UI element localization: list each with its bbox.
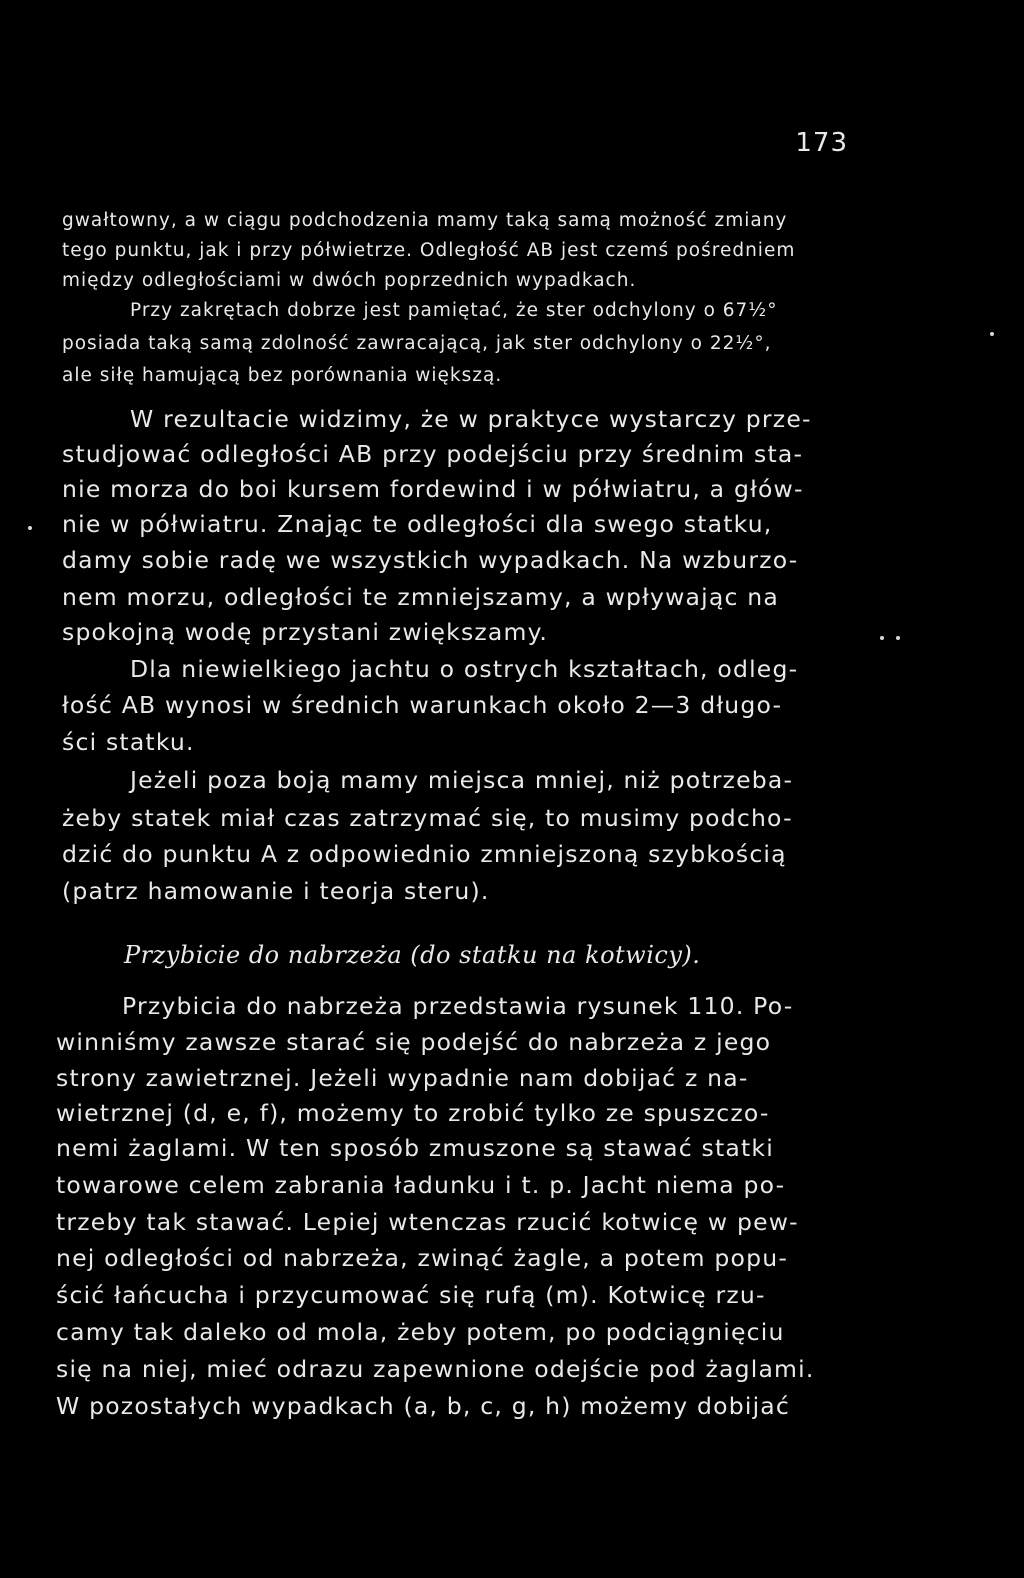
text-line: nemi żaglami. W ten sposób zmuszone są stawać statki xyxy=(56,1134,774,1162)
text-line: żeby statek miał czas zatrzymać się, to musimy podcho- xyxy=(62,804,793,832)
text-line: spokojną wodę przystani zwiększamy. xyxy=(62,618,549,646)
scan-speck xyxy=(880,636,884,640)
text-line: łość AB wynosi w średnich warunkach około 2—3 długo- xyxy=(62,691,783,719)
text-line: między odległościami w dwóch poprzednich wypadkach. xyxy=(62,270,637,291)
text-line: (patrz hamowanie i teorja steru). xyxy=(62,877,490,905)
text-line: się na niej, mieć odrazu zapewnione odejście pod żaglami. xyxy=(56,1355,815,1383)
text-line: camy tak daleko od mola, żeby potem, po podciągnięciu xyxy=(56,1318,785,1346)
text-line: ale siłę hamującą bez porównania większą. xyxy=(62,365,503,386)
text-line: nie w półwiatru. Znając te odległości dla swego statku, xyxy=(62,510,773,538)
text-line: ści statku. xyxy=(62,728,195,756)
text-line: nie morza do boi kursem fordewind i w półwiatru, a głów- xyxy=(62,475,804,503)
text-line: towarowe celem zabrania ładunku i t. p. Jacht niema po- xyxy=(56,1171,786,1199)
text-line: Przy zakrętach dobrze jest pamiętać, że ster odchylony o 67½° xyxy=(130,300,778,321)
scan-speck xyxy=(990,332,994,336)
text-line: W rezultacie widzimy, że w praktyce wystarczy prze- xyxy=(130,405,812,433)
section-heading: Przybicie do nabrzeża (do statku na kotwicy). xyxy=(124,941,701,969)
text-line: ścić łańcucha i przycumować się rufą (m). Kotwicę rzu- xyxy=(56,1281,766,1309)
text-line: damy sobie radę we wszystkich wypadkach. Na wzburzo- xyxy=(62,546,799,574)
text-line: nej odległości od nabrzeża, zwinąć żagle, a potem popu- xyxy=(56,1244,789,1272)
text-line: tego punktu, jak i przy półwietrze. Odległość AB jest czemś pośredniem xyxy=(62,240,796,261)
text-line: Dla niewielkiego jachtu o ostrych kształtach, odleg- xyxy=(130,655,799,683)
text-line: Przybicia do nabrzeża przedstawia rysunek 110. Po- xyxy=(122,992,794,1020)
text-line: studjować odległości AB przy podejściu przy średnim sta- xyxy=(62,440,804,468)
text-line: wietrznej (d, e, f), możemy to zrobić tylko ze spuszczo- xyxy=(56,1099,770,1127)
text-line: strony zawietrznej. Jeżeli wypadnie nam dobijać z na- xyxy=(56,1064,749,1092)
text-line: Jeżeli poza boją mamy miejsca mniej, niż potrzeba- xyxy=(130,766,794,794)
scan-speck xyxy=(28,526,32,530)
text-line: dzić do punktu A z odpowiednio zmniejszoną szybkością xyxy=(62,840,787,868)
text-line: trzeby tak stawać. Lepiej wtenczas rzucić kotwicę w pew- xyxy=(56,1208,799,1236)
scan-speck xyxy=(896,636,900,640)
text-line: winniśmy zawsze starać się podejść do nabrzeża z jego xyxy=(56,1028,772,1056)
text-line: W pozostałych wypadkach (a, b, c, g, h) możemy dobijać xyxy=(56,1392,791,1420)
text-line: posiada taką samą zdolność zawracającą, jak ster odchylony o 22½°, xyxy=(62,333,772,354)
page-number: 173 xyxy=(795,128,848,158)
text-line: nem morzu, odległości te zmniejszamy, a wpływając na xyxy=(62,583,779,611)
text-line: gwałtowny, a w ciągu podchodzenia mamy taką samą możność zmiany xyxy=(62,210,788,231)
